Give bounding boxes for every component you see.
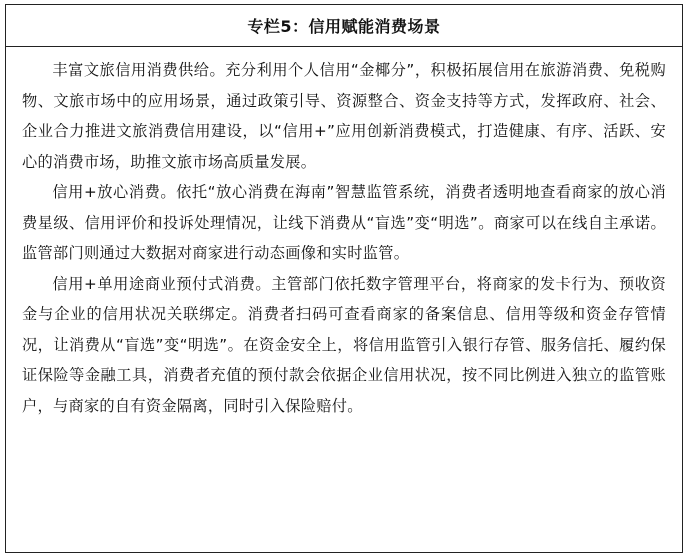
column-header [6,5,682,47]
paragraph-prepaid-consumption: 信用+单用途商业预付式消费。主管部门依托数字管理平台，将商家的发卡行为、预收资金与企业的信用状况关联绑定。消费者扫码可查看商家的备案信息、信用等级和资金存管情况，让消费从“盲选”变“明选”。在资金安全上，将信用监管引入银行存管、服务信托、履约保证保险等金融工具，消费者充值的预付款会依据企业信用状况，按不同比例进入独立的监管账户，与商家的自有资金隔离，同时引入保险赔付。 [22,274,666,415]
paragraph-assured-consumption: 信用+放心消费。依托“放心消费在海南”智慧监管系统，消费者透明地查看商家的放心消费星级、信用评价和投诉处理情况，让线下消费从“盲选”变“明选”。商家可以在线自主承诺。监管部门则通过大数据对商家进行动态画像和实时监管。 [22,183,666,262]
column-box [5,4,683,553]
column-body [6,47,682,421]
column-title: 专栏5：信用赋能消费场景 [247,17,441,36]
paragraph-cultural-tourism-credit: 丰富文旅信用消费供给。充分利用个人信用“金椰分”，积极拓展信用在旅游消费、免税购物、文旅市场中的应用场景，通过政策引导、资源整合、资金支持等方式，发挥政府、社会、企业合力推进文旅消费信用建设，以“信用+”应用创新消费模式，打造健康、有序、活跃、安心的消费市场，助推文旅市场高质量发展。 [22,61,666,171]
